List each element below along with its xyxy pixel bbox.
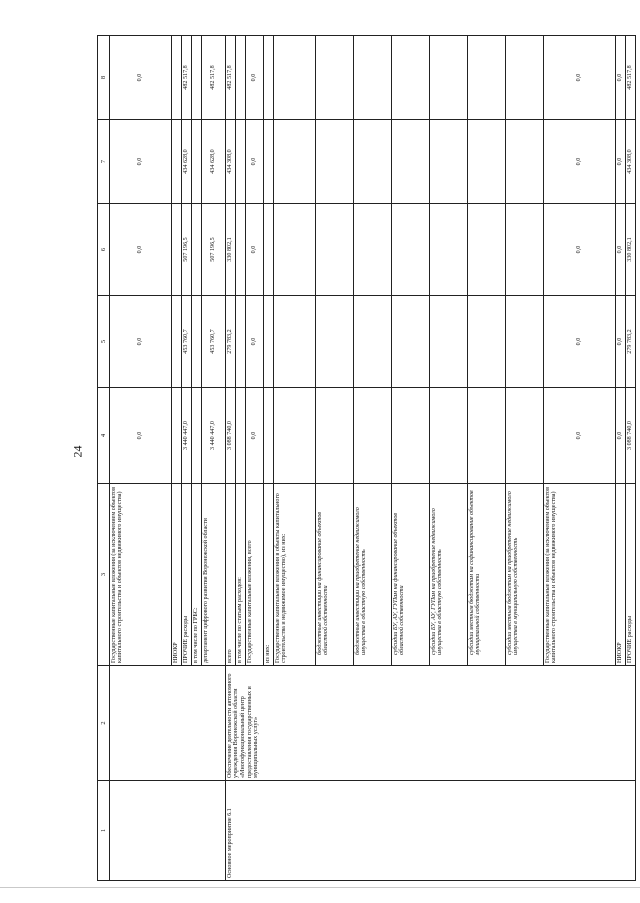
value-cell: 279 783,2	[626, 296, 636, 388]
table-body	[98, 36, 636, 881]
value-cell	[274, 120, 316, 204]
empty-cell	[110, 781, 226, 881]
value-cell	[506, 388, 544, 484]
value-cell	[468, 204, 506, 296]
row-label: Государственные капитальные вложения (за исключением объектов капитального строительства и объектов недвижимого имущества)	[110, 484, 172, 666]
value-cell: 507 196,5	[202, 204, 226, 296]
value-cell	[192, 388, 202, 484]
value-cell: 482 517,8	[626, 36, 636, 120]
activity-code: Основное мероприятие 6.1	[226, 781, 636, 881]
value-cell: 0,0	[110, 388, 172, 484]
column-header: 2	[98, 666, 110, 781]
row-label: НИОКР	[172, 484, 182, 666]
value-cell	[316, 204, 354, 296]
value-cell: 3 440 447,0	[202, 388, 226, 484]
value-cell: 0,0	[544, 296, 616, 388]
value-cell: 330 802,1	[226, 204, 236, 296]
value-cell: 0,0	[616, 36, 626, 120]
value-cell: 0,0	[544, 120, 616, 204]
value-cell: 3 440 447,0	[182, 388, 192, 484]
value-cell	[274, 296, 316, 388]
value-cell	[354, 36, 392, 120]
value-cell	[236, 36, 246, 120]
value-cell: 434 628,0	[202, 120, 226, 204]
row-label: ПРОЧИЕ расходы	[182, 484, 192, 666]
value-cell: 0,0	[616, 388, 626, 484]
row-label: субсидии БУ, АУ, ГУПам на финансирование объектов областной собственности	[392, 484, 430, 666]
row-label: бюджетные инвестиции на приобретение недвижимого имущества в областную собственность	[354, 484, 392, 666]
value-cell	[468, 388, 506, 484]
row-label: Государственные капитальные вложения, всего	[246, 484, 264, 666]
value-cell: 330 802,1	[626, 204, 636, 296]
value-cell	[430, 120, 468, 204]
value-cell: 0,0	[110, 36, 172, 120]
row-label: НИОКР	[616, 484, 626, 666]
empty-cell	[110, 666, 226, 781]
value-cell: 3 088 740,0	[226, 388, 236, 484]
value-cell: 507 196,5	[182, 204, 192, 296]
value-cell	[192, 204, 202, 296]
value-cell: 0,0	[616, 120, 626, 204]
column-header: 8	[98, 36, 110, 120]
value-cell	[354, 120, 392, 204]
value-cell: 482 517,8	[202, 36, 226, 120]
value-cell: 434 308,0	[626, 120, 636, 204]
column-header: 3	[98, 484, 110, 666]
value-cell	[172, 296, 182, 388]
value-cell	[506, 36, 544, 120]
value-cell	[392, 388, 430, 484]
value-cell	[316, 388, 354, 484]
value-cell	[392, 36, 430, 120]
value-cell	[506, 296, 544, 388]
row-label: бюджетные инвестиции на финансирование объектов областной собственности	[316, 484, 354, 666]
scan-edge-line	[0, 887, 640, 888]
value-cell	[430, 296, 468, 388]
value-cell	[264, 120, 274, 204]
value-cell: 453 760,7	[202, 296, 226, 388]
value-cell	[430, 388, 468, 484]
value-cell: 0,0	[544, 36, 616, 120]
value-cell	[354, 204, 392, 296]
value-cell	[316, 36, 354, 120]
column-number-row	[98, 36, 110, 881]
value-cell: 3 088 740,0	[626, 388, 636, 484]
value-cell: 0,0	[544, 204, 616, 296]
value-cell	[192, 120, 202, 204]
value-cell	[392, 296, 430, 388]
budget-table	[97, 35, 636, 881]
row-label: субсидии местным бюджетам на софинансирование объектов муниципальной собственности	[468, 484, 506, 666]
row-label: субсидии местным бюджетам на приобретение недвижимого имущества в муниципальную собственность	[506, 484, 544, 666]
value-cell	[316, 120, 354, 204]
value-cell	[430, 204, 468, 296]
value-cell: 0,0	[246, 296, 264, 388]
value-cell: 0,0	[246, 204, 264, 296]
value-cell: 0,0	[246, 36, 264, 120]
value-cell	[192, 36, 202, 120]
value-cell	[354, 388, 392, 484]
value-cell: 279 783,2	[226, 296, 236, 388]
value-cell	[172, 388, 182, 484]
value-cell: 0,0	[616, 296, 626, 388]
value-cell	[316, 296, 354, 388]
value-cell: 0,0	[544, 388, 616, 484]
value-cell	[236, 204, 246, 296]
value-cell	[172, 36, 182, 120]
column-header: 7	[98, 120, 110, 204]
value-cell	[506, 204, 544, 296]
value-cell	[236, 296, 246, 388]
column-header: 1	[98, 781, 110, 881]
page-number: 24	[70, 445, 85, 458]
table-row	[110, 36, 172, 881]
row-label: в том числе по ГРБС:	[192, 484, 202, 666]
value-cell	[468, 296, 506, 388]
row-label: в том числе по статьям расходов:	[236, 484, 246, 666]
value-cell	[236, 388, 246, 484]
row-label: всего	[226, 484, 236, 666]
value-cell: 0,0	[246, 388, 264, 484]
value-cell: 0,0	[110, 296, 172, 388]
budget-table-sheet	[97, 36, 634, 881]
value-cell	[468, 36, 506, 120]
table-row	[226, 36, 236, 881]
activity-name: Обеспечение деятельности автономного учреждения Воронежской области «Многофункциональный центр предоставления государственных и муниципальных услуг»	[226, 666, 636, 781]
value-cell	[506, 120, 544, 204]
value-cell	[192, 296, 202, 388]
value-cell: 0,0	[616, 204, 626, 296]
value-cell: 434 628,0	[182, 120, 192, 204]
row-label: департамент цифрового развития Воронежской области	[202, 484, 226, 666]
column-header: 5	[98, 296, 110, 388]
value-cell	[172, 204, 182, 296]
value-cell	[274, 388, 316, 484]
value-cell	[392, 120, 430, 204]
value-cell: 0,0	[246, 120, 264, 204]
value-cell	[172, 120, 182, 204]
value-cell: 482 517,8	[182, 36, 192, 120]
value-cell	[236, 120, 246, 204]
value-cell	[264, 36, 274, 120]
value-cell: 434 308,0	[226, 120, 236, 204]
value-cell	[354, 296, 392, 388]
value-cell	[430, 36, 468, 120]
column-header: 6	[98, 204, 110, 296]
value-cell	[274, 36, 316, 120]
row-label: субсидии БУ, АУ, ГУПам на приобретение недвижимого имущества в областную собственность	[430, 484, 468, 666]
value-cell: 0,0	[110, 204, 172, 296]
row-label: ПРОЧИЕ расходы	[626, 484, 636, 666]
value-cell	[468, 120, 506, 204]
row-label: Государственные капитальные вложения (за исключением объектов капитального строительства и объектов недвижимого имущества)	[544, 484, 616, 666]
row-label: из них:	[264, 484, 274, 666]
column-header: 4	[98, 388, 110, 484]
row-label: Государственные капитальные вложения в объекты капитального строительства и недвижимое имущество), из них:	[274, 484, 316, 666]
value-cell	[264, 204, 274, 296]
value-cell	[264, 296, 274, 388]
value-cell: 453 760,7	[182, 296, 192, 388]
value-cell	[274, 204, 316, 296]
value-cell: 482 517,8	[226, 36, 236, 120]
value-cell	[264, 388, 274, 484]
value-cell	[392, 204, 430, 296]
value-cell: 0,0	[110, 120, 172, 204]
